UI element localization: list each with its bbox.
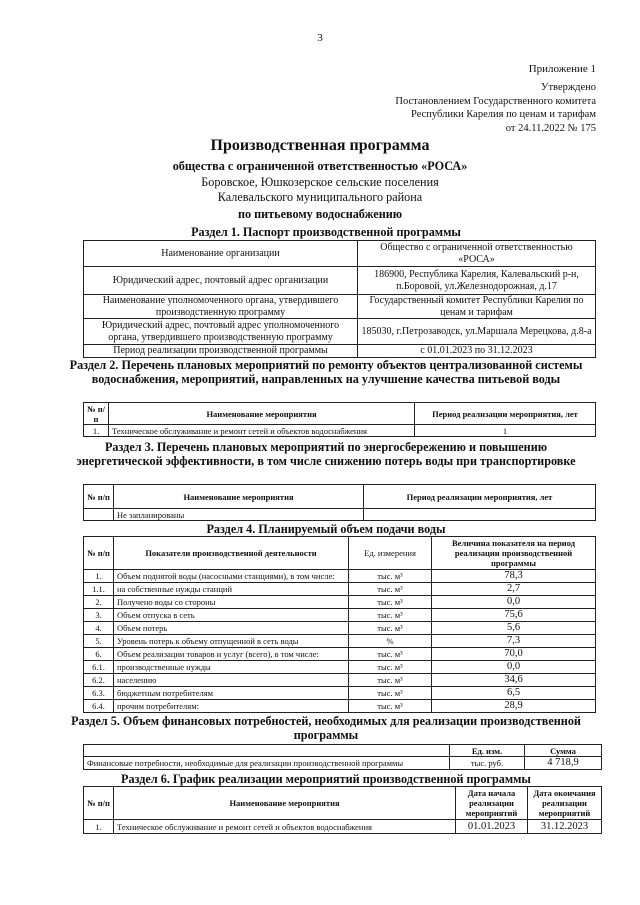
cell-unit: тыс. м³ <box>349 674 432 687</box>
section5-heading: Раздел 5. Объем финансовых потребностей, необходимых для реализации производственной программы <box>71 714 581 742</box>
table-row <box>84 687 596 700</box>
passport-label: Юридический адрес, почтовый адрес организации <box>84 267 358 295</box>
table-row <box>84 425 596 437</box>
cell-num: 5. <box>84 635 114 648</box>
cell-value: 0,0 <box>432 661 596 674</box>
table-row <box>84 241 596 267</box>
table-header-row <box>84 537 596 570</box>
cell-value: 75,6 <box>432 609 596 622</box>
cell-name: Получено воды со стороны <box>114 596 349 609</box>
repair-table <box>83 402 596 437</box>
table-header-row <box>84 485 596 509</box>
cell-name: Уровень потерь к объему отпущенной в сеть воды <box>114 635 349 648</box>
col-header-end: Дата окончания реализации мероприятий <box>528 787 602 820</box>
table-row <box>84 267 596 295</box>
energy-table <box>83 484 596 521</box>
approval-line: Утверждено <box>541 82 596 93</box>
col-header-name: Показатели производственной деятельности <box>114 537 349 570</box>
cell-num: 6.4. <box>84 700 114 713</box>
cell-num: 1. <box>84 820 114 834</box>
cell-unit: тыс. м³ <box>349 622 432 635</box>
col-header-name: Наименование мероприятия <box>114 485 364 509</box>
cell-period <box>364 509 596 521</box>
cell-num: 6.2. <box>84 674 114 687</box>
cell-value: 6,5 <box>432 687 596 700</box>
cell-name: Техническое обслуживание и ремонт сетей и объектов водоснабжения <box>114 820 456 834</box>
table-header-row <box>84 403 596 425</box>
cell-name: бюджетным потребителям <box>114 687 349 700</box>
col-header-sum: Сумма <box>525 745 602 757</box>
passport-value: Общество с ограниченной ответственностью «РОСА» <box>358 241 596 267</box>
approval-line: Республики Карелия по ценам и тарифам <box>411 109 596 120</box>
cell-name: Финансовые потребности, необходимые для реализации производственной программы <box>84 757 450 770</box>
table-row <box>84 635 596 648</box>
col-header-unit: Ед. измерения <box>349 537 432 570</box>
table-row <box>84 609 596 622</box>
section2-heading: Раздел 2. Перечень плановых мероприятий по ремонту объектов централизованной системы водоснабжения, мероприятий, направленных на улучшение качества питьевой воды <box>69 358 583 386</box>
table-header-row <box>84 787 602 820</box>
org-subtitle: общества с ограниченной ответственностью «РОСА» <box>172 159 468 173</box>
section1-heading: Раздел 1. Паспорт производственной программы <box>191 225 461 239</box>
cell-unit: тыс. м³ <box>349 609 432 622</box>
finance-table <box>83 744 602 770</box>
table-row <box>84 757 602 770</box>
table-row <box>84 700 596 713</box>
cell-unit: тыс. м³ <box>349 570 432 583</box>
cell-num: 4. <box>84 622 114 635</box>
col-header-num: № п/п <box>84 403 109 425</box>
cell-value: 70,0 <box>432 648 596 661</box>
cell-num: 6.3. <box>84 687 114 700</box>
cell-num: 1.1. <box>84 583 114 596</box>
table-row <box>84 583 596 596</box>
passport-label: Период реализации производственной программы <box>84 345 358 358</box>
cell-sum: 4 718,9 <box>525 757 602 770</box>
cell-num: 3. <box>84 609 114 622</box>
cell-name: Техническое обслуживание и ремонт сетей и объектов водоснабжения <box>109 425 415 437</box>
place-line-1: Боровское, Юшкозерское сельские поселения <box>201 175 439 189</box>
table-row <box>84 820 602 834</box>
table-row <box>84 319 596 345</box>
section4-heading: Раздел 4. Планируемый объем подачи воды <box>206 522 446 536</box>
passport-label: Юридический адрес, почтовый адрес уполномоченного органа, утвердившего производственную программу <box>84 319 358 345</box>
approval-line: Постановлением Государственного комитета <box>395 95 596 107</box>
water-supply-table <box>83 536 596 713</box>
cell-start: 01.01.2023 <box>456 820 528 834</box>
approval-line: от 24.11.2022 № 175 <box>505 122 596 134</box>
section6-heading: Раздел 6. График реализации мероприятий производственной программы <box>121 772 531 786</box>
col-header-num: № п/п <box>84 787 114 820</box>
passport-value: 186900, Республика Карелия, Калевальский р-н, п.Боровой, ул.Железнодорожная, д.17 <box>358 267 596 295</box>
table-row <box>84 661 596 674</box>
passport-table <box>83 240 596 358</box>
cell-value: 2,7 <box>432 583 596 596</box>
cell-name: Объем отпуска в сеть <box>114 609 349 622</box>
table-row <box>84 674 596 687</box>
table-row <box>84 509 596 521</box>
passport-value: 185030, г.Петрозаводск, ул.Маршала Мерецкова, д.8-а <box>358 319 596 345</box>
cell-unit: тыс. м³ <box>349 596 432 609</box>
approval-block <box>395 81 596 135</box>
cell-unit: тыс. руб. <box>450 757 525 770</box>
appendix-label: Приложение 1 <box>528 63 596 75</box>
page-number: 3 <box>317 32 323 44</box>
cell-unit: тыс. м³ <box>349 648 432 661</box>
table-row <box>84 622 596 635</box>
table-row <box>84 648 596 661</box>
section3-heading: Раздел 3. Перечень плановых мероприятий по энергосбережению и повышению энергетической эффективности, в том числе снижению потерь воды при транспортировке <box>76 440 576 468</box>
cell-name: населению <box>114 674 349 687</box>
cell-num: 1. <box>84 425 109 437</box>
col-header-start: Дата начала реализации мероприятий <box>456 787 528 820</box>
cell-unit: тыс. м³ <box>349 661 432 674</box>
cell-name: Объем реализации товаров и услуг (всего), в том числе: <box>114 648 349 661</box>
cell-unit: % <box>349 635 432 648</box>
table-row <box>84 345 596 358</box>
cell-num <box>84 509 114 521</box>
cell-name: Не запланированы <box>114 509 364 521</box>
passport-label: Наименование организации <box>84 241 358 267</box>
cell-value: 78,3 <box>432 570 596 583</box>
document-title: Производственная программа <box>210 137 430 154</box>
passport-value: Государственный комитет Республики Карелия по ценам и тарифам <box>358 295 596 319</box>
col-header-value: Величина показателя на период реализации производственной программы <box>432 537 596 570</box>
table-row <box>84 570 596 583</box>
cell-value: 34,6 <box>432 674 596 687</box>
cell-num: 2. <box>84 596 114 609</box>
col-header-name: Наименование мероприятия <box>109 403 415 425</box>
cell-name: Объем поднятой воды (насосными станциями), в том числе: <box>114 570 349 583</box>
blank-cell <box>84 745 450 757</box>
cell-name: Объем потерь <box>114 622 349 635</box>
col-header-period: Период реализации мероприятия, лет <box>364 485 596 509</box>
service-line: по питьевому водоснабжению <box>237 207 403 221</box>
cell-unit: тыс. м³ <box>349 700 432 713</box>
cell-period: 1 <box>415 425 596 437</box>
table-row <box>84 596 596 609</box>
table-header-row <box>84 745 602 757</box>
cell-num: 1. <box>84 570 114 583</box>
passport-label: Наименование уполномоченного органа, утвердившего производственную программу <box>84 295 358 319</box>
cell-unit: тыс. м³ <box>349 583 432 596</box>
passport-value: с 01.01.2023 по 31.12.2023 <box>358 345 596 358</box>
place-line-2: Калевальского муниципального района <box>217 190 423 204</box>
table-row <box>84 295 596 319</box>
cell-end: 31.12.2023 <box>528 820 602 834</box>
schedule-table <box>83 786 602 834</box>
cell-name: на собственные нужды станций <box>114 583 349 596</box>
col-header-unit: Ед. изм. <box>450 745 525 757</box>
cell-name: прочим потребителям: <box>114 700 349 713</box>
cell-num: 6. <box>84 648 114 661</box>
col-header-num: № п/п <box>84 537 114 570</box>
cell-num: 6.1. <box>84 661 114 674</box>
col-header-name: Наименование мероприятия <box>114 787 456 820</box>
cell-unit: тыс. м³ <box>349 687 432 700</box>
cell-value: 28,9 <box>432 700 596 713</box>
col-header-period: Период реализации мероприятия, лет <box>415 403 596 425</box>
cell-value: 5,6 <box>432 622 596 635</box>
cell-name: производственные нужды <box>114 661 349 674</box>
cell-value: 7,3 <box>432 635 596 648</box>
col-header-num: № п/п <box>84 485 114 509</box>
cell-value: 0,0 <box>432 596 596 609</box>
